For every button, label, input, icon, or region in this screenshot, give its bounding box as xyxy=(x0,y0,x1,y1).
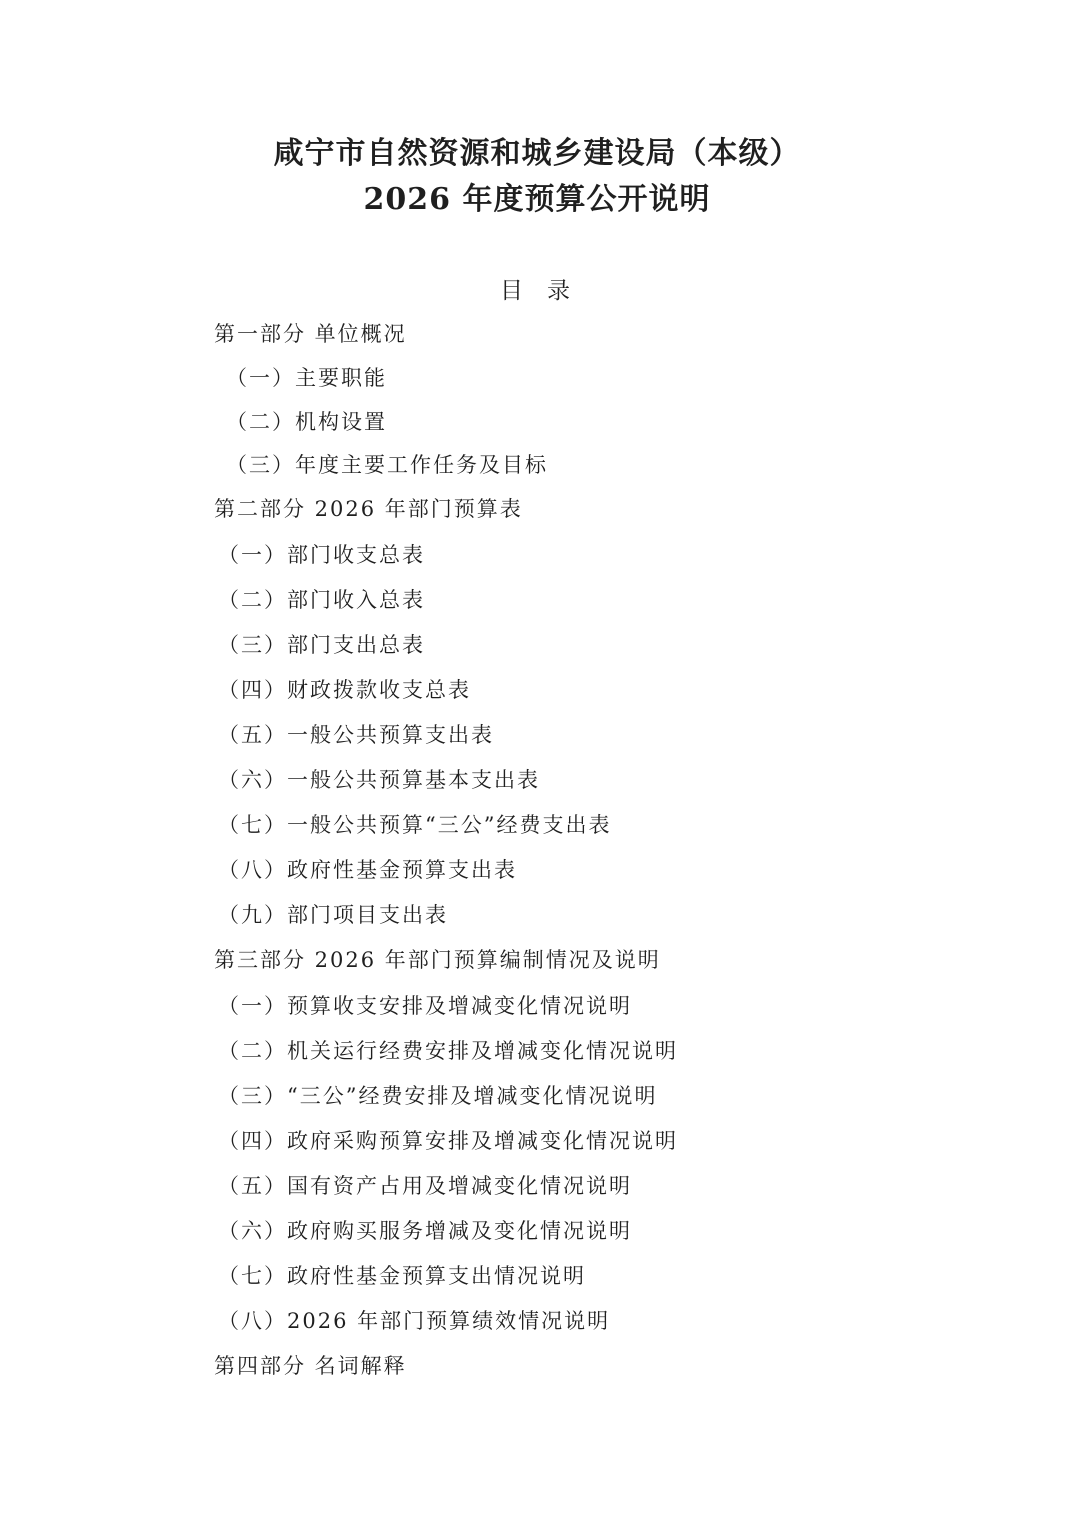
toc-item: （一）部门收支总表 xyxy=(218,543,425,567)
toc-item: （二）机构设置 xyxy=(226,410,387,434)
toc-item: （四）政府采购预算安排及增减变化情况说明 xyxy=(218,1129,678,1153)
toc-item: （三）部门支出总表 xyxy=(218,633,425,657)
toc-item: （三）年度主要工作任务及目标 xyxy=(226,453,548,477)
toc-part-4: 第四部分 名词解释 xyxy=(214,1354,407,1378)
document-title-line-2: 2026 年度预算公开说明 xyxy=(363,182,711,217)
toc-heading-char-2: 录 xyxy=(547,278,574,304)
toc-item: （六）一般公共预算基本支出表 xyxy=(218,768,540,792)
toc-part-1: 第一部分 单位概况 xyxy=(214,322,407,346)
toc-item: （二）机关运行经费安排及增减变化情况说明 xyxy=(218,1039,678,1063)
toc-item: （一）主要职能 xyxy=(226,366,387,390)
toc-item: （七）政府性基金预算支出情况说明 xyxy=(218,1264,586,1288)
toc-item: （六）政府购买服务增减及变化情况说明 xyxy=(218,1219,632,1243)
toc-item: （三）“三公”经费安排及增减变化情况说明 xyxy=(218,1084,658,1108)
toc-heading-char-1: 目 xyxy=(500,278,527,304)
toc-item: （七）一般公共预算“三公”经费支出表 xyxy=(218,813,612,837)
toc-item: （八）2026 年部门预算绩效情况说明 xyxy=(218,1309,611,1333)
toc-heading xyxy=(0,276,1074,306)
toc-part-3: 第三部分 2026 年部门预算编制情况及说明 xyxy=(214,948,661,972)
toc-item: （二）部门收入总表 xyxy=(218,588,425,612)
toc-item: （五）一般公共预算支出表 xyxy=(218,723,494,747)
toc-item: （一）预算收支安排及增减变化情况说明 xyxy=(218,994,632,1018)
toc-part-2: 第二部分 2026 年部门预算表 xyxy=(214,497,523,521)
toc-item: （八）政府性基金预算支出表 xyxy=(218,858,517,882)
toc-item: （四）财政拨款收支总表 xyxy=(218,678,471,702)
toc-item: （九）部门项目支出表 xyxy=(218,903,448,927)
document-title-line-1: 咸宁市自然资源和城乡建设局（本级） xyxy=(273,136,801,171)
toc-item: （五）国有资产占用及增减变化情况说明 xyxy=(218,1174,632,1198)
